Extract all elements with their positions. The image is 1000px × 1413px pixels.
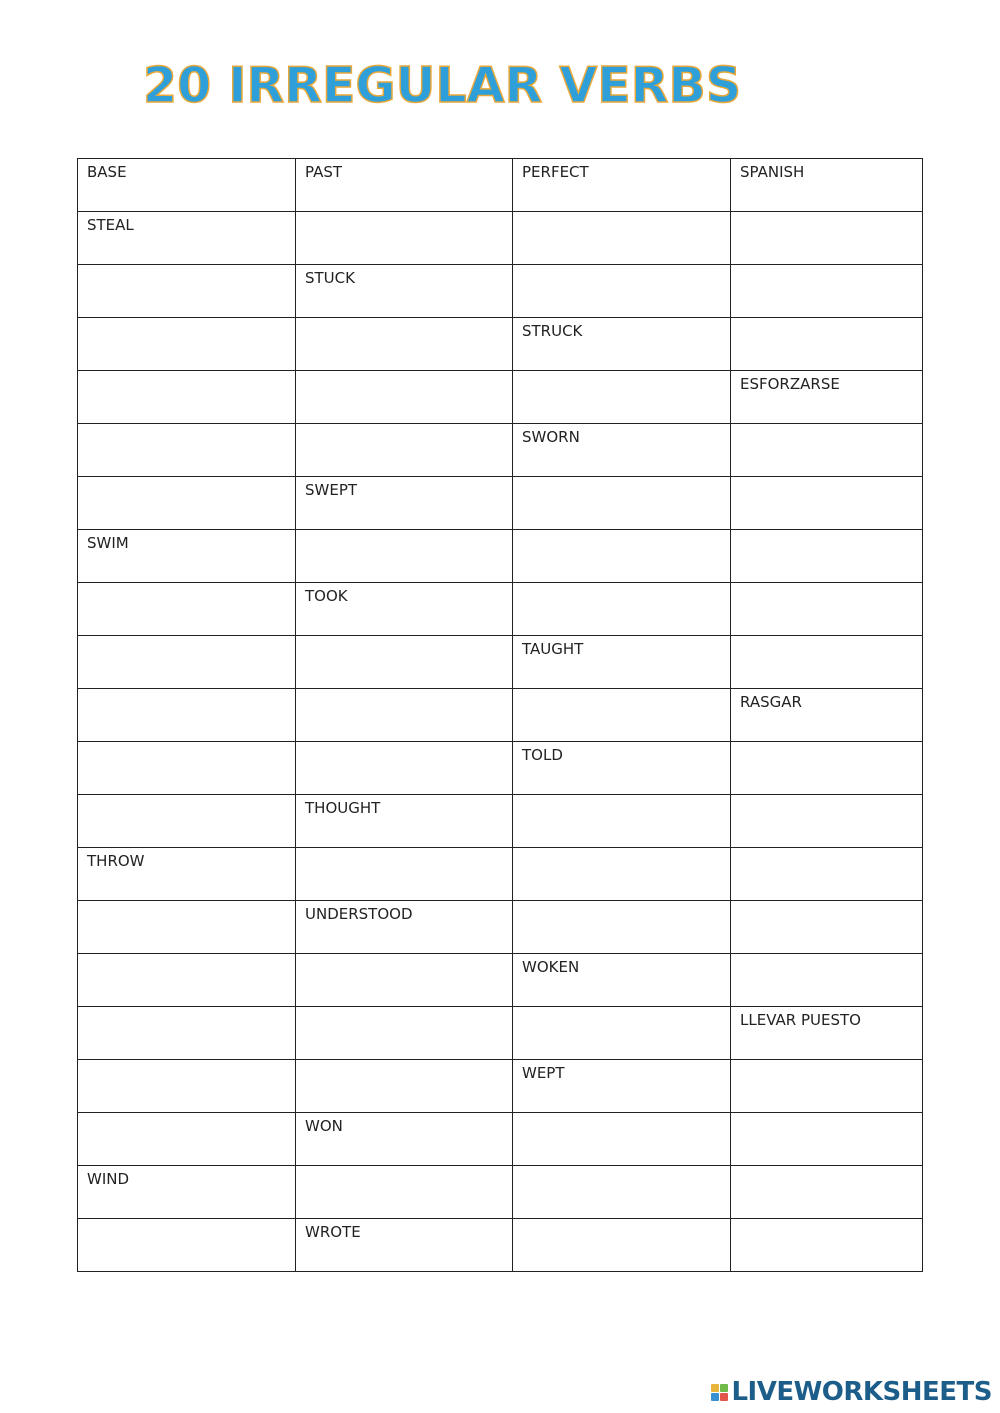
logo-mark-square [720, 1384, 728, 1392]
cell-base[interactable] [78, 636, 296, 689]
cell-perfect: TOLD [513, 742, 731, 795]
cell-base[interactable] [78, 371, 296, 424]
cell-perfect[interactable] [513, 1113, 731, 1166]
table-row [78, 636, 923, 689]
cell-base[interactable] [78, 583, 296, 636]
cell-perfect[interactable] [513, 1166, 731, 1219]
cell-past[interactable] [296, 742, 513, 795]
table-row [78, 1007, 923, 1060]
cell-perfect[interactable] [513, 795, 731, 848]
cell-past[interactable] [296, 1166, 513, 1219]
cell-past: TOOK [296, 583, 513, 636]
cell-spanish[interactable] [731, 318, 923, 371]
cell-past: UNDERSTOOD [296, 901, 513, 954]
liveworksheets-logo [711, 1377, 992, 1407]
table-row [78, 1113, 923, 1166]
verbs-table-body [78, 159, 923, 1272]
cell-base[interactable] [78, 742, 296, 795]
cell-spanish[interactable] [731, 742, 923, 795]
table-row [78, 742, 923, 795]
cell-past: STUCK [296, 265, 513, 318]
table-row [78, 530, 923, 583]
cell-base[interactable] [78, 477, 296, 530]
cell-base[interactable] [78, 901, 296, 954]
header-cell-spanish: SPANISH [731, 159, 923, 212]
cell-perfect: SWORN [513, 424, 731, 477]
cell-past[interactable] [296, 371, 513, 424]
cell-spanish[interactable] [731, 1060, 923, 1113]
cell-base[interactable] [78, 795, 296, 848]
cell-past: WROTE [296, 1219, 513, 1272]
page-title: 20 IRREGULAR VERBS [143, 57, 742, 114]
cell-past[interactable] [296, 636, 513, 689]
cell-spanish[interactable] [731, 848, 923, 901]
cell-base[interactable] [78, 1007, 296, 1060]
table-row [78, 848, 923, 901]
cell-perfect[interactable] [513, 212, 731, 265]
cell-spanish: LLEVAR PUESTO [731, 1007, 923, 1060]
cell-base[interactable] [78, 1219, 296, 1272]
cell-base: SWIM [78, 530, 296, 583]
table-row [78, 901, 923, 954]
cell-perfect[interactable] [513, 1007, 731, 1060]
cell-base[interactable] [78, 265, 296, 318]
cell-perfect[interactable] [513, 530, 731, 583]
cell-spanish[interactable] [731, 265, 923, 318]
cell-perfect: STRUCK [513, 318, 731, 371]
cell-spanish[interactable] [731, 1219, 923, 1272]
cell-past[interactable] [296, 212, 513, 265]
cell-perfect[interactable] [513, 689, 731, 742]
cell-spanish: ESFORZARSE [731, 371, 923, 424]
cell-perfect: TAUGHT [513, 636, 731, 689]
header-cell-perfect: PERFECT [513, 159, 731, 212]
cell-past: THOUGHT [296, 795, 513, 848]
cell-perfect: WEPT [513, 1060, 731, 1113]
header-cell-base: BASE [78, 159, 296, 212]
table-header-row [78, 159, 923, 212]
cell-perfect[interactable] [513, 583, 731, 636]
cell-spanish[interactable] [731, 424, 923, 477]
logo-mark-square [711, 1384, 719, 1392]
cell-spanish[interactable] [731, 954, 923, 1007]
cell-perfect[interactable] [513, 265, 731, 318]
cell-spanish[interactable] [731, 530, 923, 583]
table-row [78, 1219, 923, 1272]
cell-base[interactable] [78, 689, 296, 742]
table-row [78, 583, 923, 636]
logo-mark-square [720, 1393, 728, 1401]
cell-spanish[interactable] [731, 1166, 923, 1219]
table-row [78, 689, 923, 742]
cell-spanish[interactable] [731, 636, 923, 689]
table-row [78, 424, 923, 477]
cell-spanish[interactable] [731, 583, 923, 636]
verbs-table [77, 158, 923, 1272]
table-row [78, 954, 923, 1007]
cell-perfect: WOKEN [513, 954, 731, 1007]
cell-past[interactable] [296, 1060, 513, 1113]
cell-past[interactable] [296, 954, 513, 1007]
cell-past[interactable] [296, 1007, 513, 1060]
table-row [78, 212, 923, 265]
cell-base[interactable] [78, 954, 296, 1007]
cell-spanish[interactable] [731, 901, 923, 954]
cell-past[interactable] [296, 530, 513, 583]
cell-past: SWEPT [296, 477, 513, 530]
cell-perfect[interactable] [513, 1219, 731, 1272]
cell-past[interactable] [296, 424, 513, 477]
logo-text: LIVEWORKSHEETS [731, 1377, 992, 1407]
table-row [78, 371, 923, 424]
table-row [78, 1060, 923, 1113]
liveworksheets-logo-icon [711, 1384, 728, 1401]
header-cell-past: PAST [296, 159, 513, 212]
table-row [78, 477, 923, 530]
cell-base[interactable] [78, 424, 296, 477]
cell-perfect[interactable] [513, 848, 731, 901]
cell-past[interactable] [296, 848, 513, 901]
table-row [78, 318, 923, 371]
cell-perfect[interactable] [513, 477, 731, 530]
table-row [78, 1166, 923, 1219]
cell-spanish[interactable] [731, 212, 923, 265]
cell-spanish: RASGAR [731, 689, 923, 742]
cell-base[interactable] [78, 1113, 296, 1166]
cell-base[interactable] [78, 318, 296, 371]
logo-mark-square [711, 1393, 719, 1401]
cell-past[interactable] [296, 318, 513, 371]
cell-perfect[interactable] [513, 371, 731, 424]
cell-past: WON [296, 1113, 513, 1166]
cell-base: THROW [78, 848, 296, 901]
cell-base: STEAL [78, 212, 296, 265]
cell-base: WIND [78, 1166, 296, 1219]
cell-spanish[interactable] [731, 795, 923, 848]
cell-past[interactable] [296, 689, 513, 742]
cell-base[interactable] [78, 1060, 296, 1113]
table-row [78, 795, 923, 848]
cell-perfect[interactable] [513, 901, 731, 954]
table-row [78, 265, 923, 318]
cell-spanish[interactable] [731, 477, 923, 530]
cell-spanish[interactable] [731, 1113, 923, 1166]
